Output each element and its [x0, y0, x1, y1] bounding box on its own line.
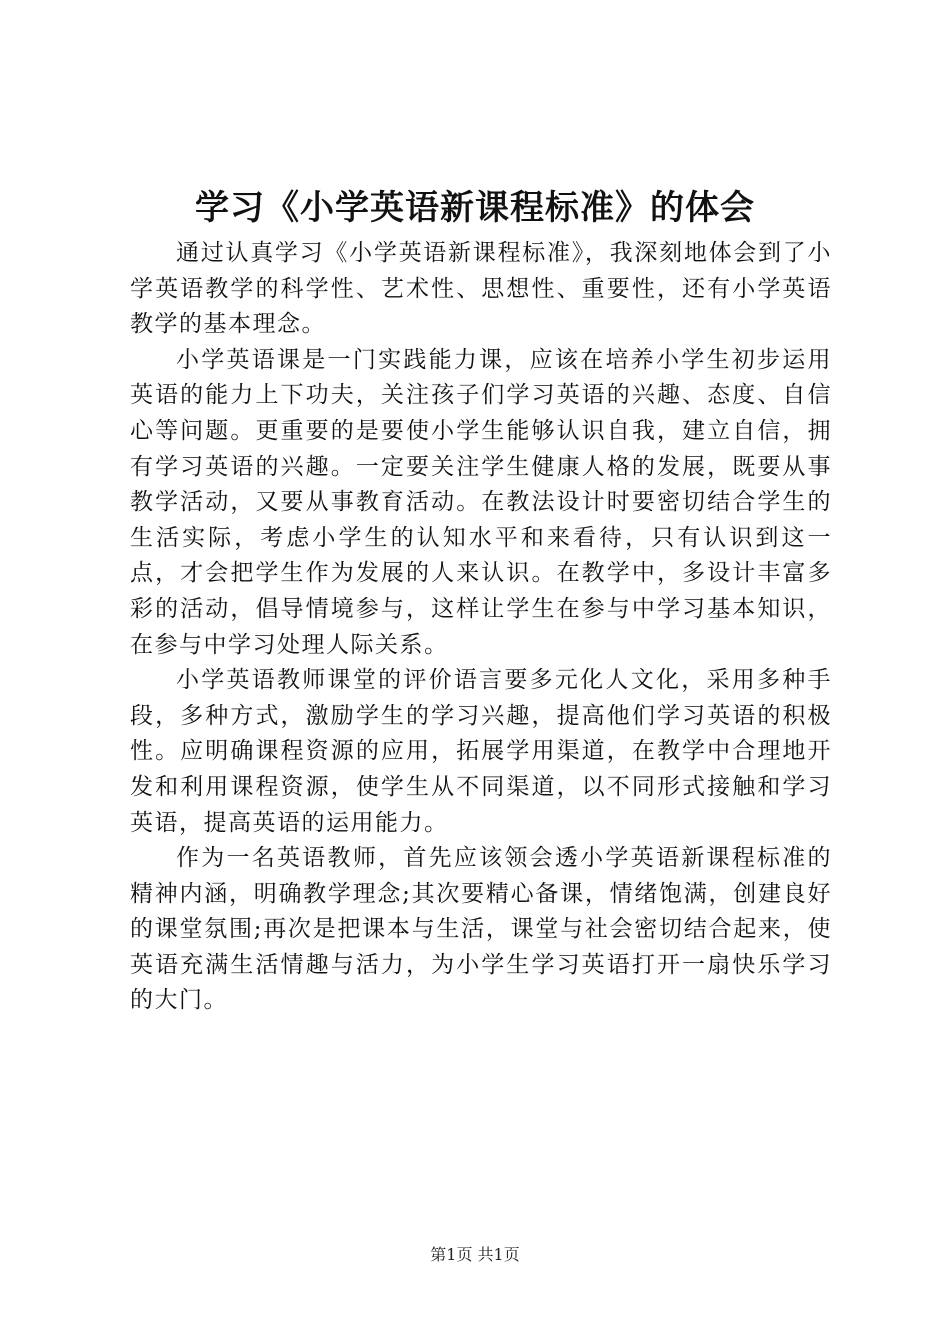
page-footer: 第1页 共1页: [430, 1245, 520, 1264]
document-title: 学习《小学英语新课程标准》的体会: [195, 188, 755, 228]
paragraph-4: 作为一名英语教师，首先应该领会透小学英语新课程标准的精神内涵，明确教学理念;其次要精心备课，情绪饱满，创建良好的课堂氛围;再次是把课本与生活，课堂与社会密切结合起来，使英语充满生活情趣与活力，为小学生学习英语打开一扇快乐学习的大门。: [130, 845, 832, 1014]
paragraph-3: 小学英语教师课堂的评价语言要多元化人文化，采用多种手段，多种方式，激励学生的学习兴趣，提高他们学习英语的积极性。应明确课程资源的应用，拓展学用渠道，在教学中合理地开发和利用课程资源，使学生从不同渠道，以不同形式接触和学习英语，提高英语的运用能力。: [130, 667, 832, 836]
document-body: [130, 236, 832, 1019]
paragraph-1: 通过认真学习《小学英语新课程标准》，我深刻地体会到了小学英语教学的科学性、艺术性、思想性、重要性，还有小学英语教学的基本理念。: [130, 240, 832, 338]
paragraph-2: 小学英语课是一门实践能力课，应该在培养小学生初步运用英语的能力上下功夫，关注孩子们学习英语的兴趣、态度、自信心等问题。更重要的是要使小学生能够认识自我，建立自信，拥有学习英语的兴趣。一定要关注学生健康人格的发展，既要从事教学活动，又要从事教育活动。在教法设计时要密切结合学生的生活实际，考虑小学生的认知水平和来看待，只有认识到这一点，才会把学生作为发展的人来认识。在教学中，多设计丰富多彩的活动，倡导情境参与，这样让学生在参与中学习基本知识，在参与中学习处理人际关系。: [130, 346, 832, 658]
